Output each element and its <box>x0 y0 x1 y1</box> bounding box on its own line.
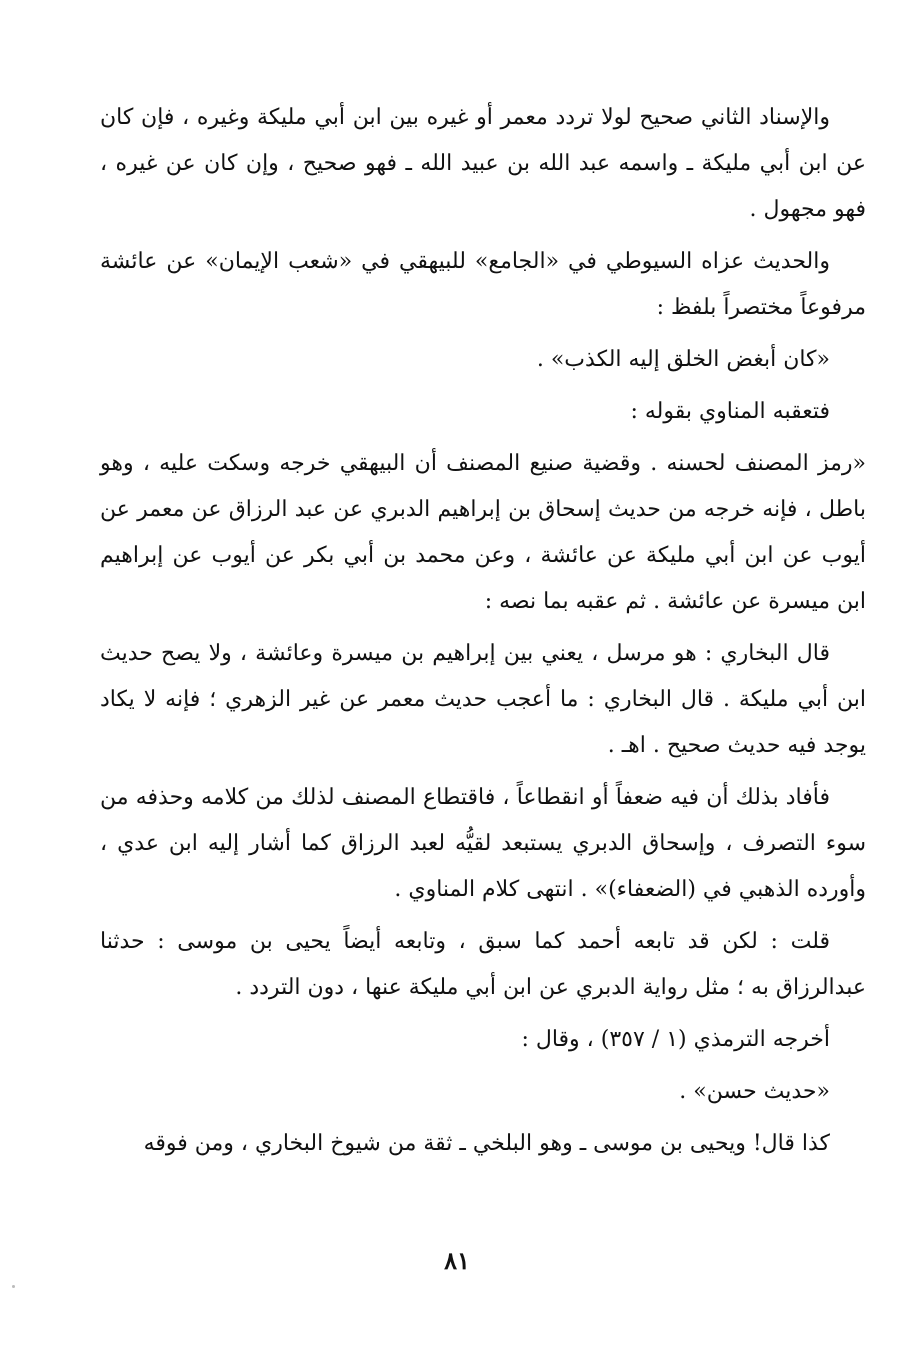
scan-speck <box>12 1285 15 1288</box>
hadith-quote: «كان أبغض الخلق إليه الكذب» . <box>536 347 830 372</box>
page-number: ٨١ <box>444 1246 470 1275</box>
paragraph-final: كذا قال! ويحيى بن موسى ـ وهو البلخي ـ ثقة من شيوخ البخاري ، ومن فوقه <box>143 1131 830 1156</box>
paragraph-suyuti: والحديث عزاه السيوطي في «الجامع» للبيهقي في «شعب الإيمان» عن عائشة مرفوعاً مختصراً بلفظ : <box>100 249 866 320</box>
page-body <box>100 95 866 1167</box>
paragraph-tirmidhi: أخرجه الترمذي (١ / ٣٥٧) ، وقال : <box>521 1027 830 1052</box>
paragraph-munawi-intro: فتعقبه المناوي بقوله : <box>630 399 830 424</box>
paragraph-conclusion: فأفاد بذلك أن فيه ضعفاً أو انقطاعاً ، فاقتطاع المصنف لذلك من كلامه وحذفه من سوء التصرف ، وإسحاق الدبري يستبعد لقيُّه لعبد الرزاق كما أشار إليه ابن عدي ، وأورده الذهبي في (الضعفاء)» . انتهى كلام المناوي . <box>100 785 866 902</box>
paragraph-author-note: قلت : لكن قد تابعه أحمد كما سبق ، وتابعه أيضاً يحيى بن موسى : حدثنا عبدالرزاق به ؛ مثل رواية الدبري عن ابن أبي مليكة عنها ، دون التردد . <box>100 929 866 1000</box>
munawi-quote: «رمز المصنف لحسنه . وقضية صنيع المصنف أن البيهقي خرجه وسكت عليه ، وهو باطل ، فإنه خرجه من حديث إسحاق بن إبراهيم الدبري عن عبد الرزاق عن معمر عن أيوب عن ابن أبي مليكة عن عائشة ، وعن محمد بن أبي بكر عن أيوب عن إبراهيم ابن ميسرة عن عائشة . ثم عقبه بما نصه : <box>100 451 866 614</box>
bukhari-quote: قال البخاري : هو مرسل ، يعني بين إبراهيم بن ميسرة وعائشة ، ولا يصح حديث ابن أبي مليكة . قال البخاري : ما أعجب حديث معمر عن غير الزهري ؛ فإنه لا يكاد يوجد فيه حديث صحيح . اهـ . <box>100 641 866 758</box>
paragraph-isnad: والإسناد الثاني صحيح لولا تردد معمر أو غيره بين ابن أبي مليكة وغيره ، فإن كان عن ابن أبي مليكة ـ واسمه عبد الله بن عبيد الله ـ فهو صحيح ، وإن كان عن غيره ، فهو مجهول . <box>100 105 866 222</box>
tirmidhi-grade: «حديث حسن» . <box>679 1079 830 1104</box>
